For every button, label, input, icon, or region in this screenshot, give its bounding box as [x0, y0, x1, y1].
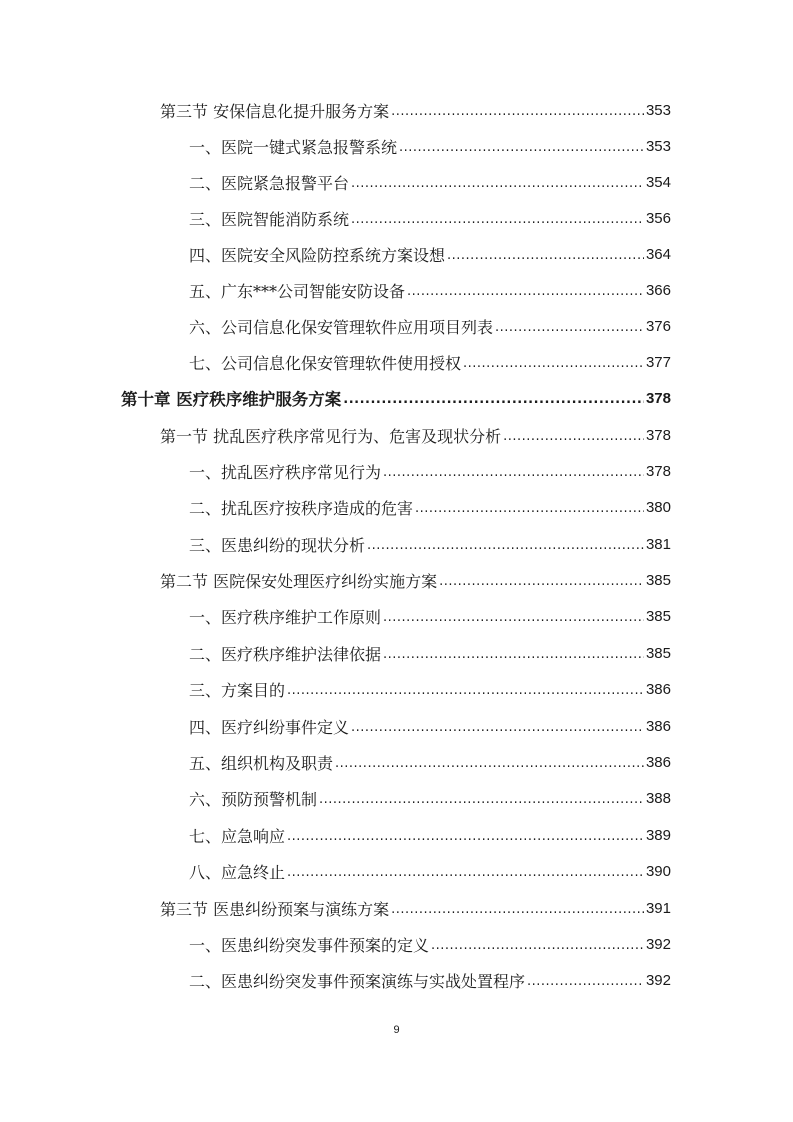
toc-entry-title: 一、医患纠纷突发事件预案的定义 [189, 935, 430, 955]
toc-entry-title: 五、广东***公司智能安防设备 [189, 281, 406, 301]
toc-entry-leader [399, 141, 644, 160]
toc-entry-title: 第二节 医院保安处理医疗纠纷实施方案 [160, 571, 438, 591]
toc-entry-title: 四、医疗纠纷事件定义 [189, 717, 350, 737]
toc-entry-leader [447, 249, 644, 268]
toc-entry-title: 五、组织机构及职责 [189, 753, 334, 773]
toc-entry-page: 380 [645, 498, 671, 516]
toc-entry[interactable] [160, 421, 671, 449]
toc-entry-page: 381 [645, 535, 671, 553]
toc-entry-page: 354 [645, 173, 671, 191]
toc-entry-leader [351, 213, 644, 232]
toc-entry-title: 二、医疗秩序维护法律依据 [189, 644, 382, 664]
toc-entry[interactable] [189, 857, 671, 885]
toc-entry-title: 七、公司信息化保安管理软件使用授权 [189, 353, 462, 373]
toc-entry-title: 四、医院安全风险防控系统方案设想 [189, 245, 446, 265]
toc-entry-leader [383, 611, 644, 630]
toc-entry-leader [415, 502, 644, 521]
toc-entry-leader [351, 177, 644, 196]
toc-entry-page: 392 [645, 971, 671, 989]
toc-entry-leader [287, 684, 644, 703]
toc-entry-title: 二、扰乱医疗按秩序造成的危害 [189, 498, 414, 518]
toc-entry-title: 六、预防预警机制 [189, 789, 318, 809]
toc-entry[interactable] [189, 930, 671, 958]
toc-entry-title: 三、医院智能消防系统 [189, 209, 350, 229]
toc-entry-leader [495, 321, 644, 340]
toc-entry-leader [343, 393, 644, 412]
toc-entry[interactable] [160, 566, 671, 594]
toc-entry[interactable] [189, 639, 671, 667]
toc-entry-leader [439, 575, 644, 594]
toc-entry[interactable] [160, 96, 671, 124]
toc-entry-page: 378 [645, 426, 671, 444]
toc-entry-page: 386 [645, 680, 671, 698]
toc-entry-leader [463, 357, 644, 376]
toc-entry-leader [391, 903, 644, 922]
toc-entry[interactable] [160, 894, 671, 922]
toc-entry[interactable] [189, 204, 671, 232]
toc-entry-page: 386 [645, 717, 671, 735]
toc-entry-leader [527, 975, 644, 994]
toc-entry-title: 六、公司信息化保安管理软件应用项目列表 [189, 317, 494, 337]
toc-entry-page: 392 [645, 935, 671, 953]
toc-entry[interactable] [189, 602, 671, 630]
toc-entry-title: 第三节 安保信息化提升服务方案 [160, 101, 390, 121]
toc-entry-page: 388 [645, 789, 671, 807]
toc-entry-title: 一、医疗秩序维护工作原则 [189, 607, 382, 627]
toc-entry-page: 364 [645, 245, 671, 263]
toc-entry-title: 一、医院一键式紧急报警系统 [189, 137, 398, 157]
toc-entry-page: 366 [645, 281, 671, 299]
toc-entry-title: 二、医患纠纷突发事件预案演练与实战处置程序 [189, 971, 526, 991]
toc-entry-title: 二、医院紧急报警平台 [189, 173, 350, 193]
toc-entry-page: 353 [645, 101, 671, 119]
toc-entry-title: 三、方案目的 [189, 680, 286, 700]
toc-entry-leader [407, 285, 644, 304]
toc-entry-leader [319, 793, 644, 812]
toc-entry-title: 第三节 医患纠纷预案与演练方案 [160, 899, 390, 919]
toc-entry-title: 一、扰乱医疗秩序常见行为 [189, 462, 382, 482]
toc-entry[interactable] [189, 168, 671, 196]
toc-entry-page: 390 [645, 862, 671, 880]
toc-entry[interactable] [189, 966, 671, 994]
toc-entry-page: 385 [645, 607, 671, 625]
toc-entry[interactable] [189, 312, 671, 340]
page-number: 9 [393, 1024, 400, 1036]
toc-entry-title: 第十章 医疗秩序维护服务方案 [121, 390, 342, 409]
toc-entry-leader [287, 830, 644, 849]
toc-entry[interactable] [189, 748, 671, 776]
toc-entry-leader [383, 466, 644, 485]
toc-entry-page: 378 [645, 462, 671, 480]
toc-entry-page: 376 [645, 317, 671, 335]
toc-entry-leader [391, 105, 644, 124]
toc-entry-leader [287, 866, 644, 885]
toc-entry-leader [351, 721, 644, 740]
toc-entry-page: 389 [645, 826, 671, 844]
toc-entry-page: 356 [645, 209, 671, 227]
toc-entry-page: 391 [645, 899, 671, 917]
toc-entry-leader [367, 539, 644, 558]
toc-entry-title: 八、应急终止 [189, 862, 286, 882]
toc-entry-leader [503, 430, 644, 449]
toc-entry-page: 386 [645, 753, 671, 771]
toc-entry[interactable] [189, 240, 671, 268]
toc-entry[interactable] [189, 712, 671, 740]
toc-entry-page: 385 [645, 644, 671, 662]
toc-entry-title: 三、医患纠纷的现状分析 [189, 535, 366, 555]
toc-entry-leader [431, 939, 644, 958]
toc-entry[interactable] [189, 276, 671, 304]
toc-entry-title: 第一节 扰乱医疗秩序常见行为、危害及现状分析 [160, 426, 502, 446]
toc-entry[interactable] [189, 493, 671, 521]
toc-entry[interactable] [189, 457, 671, 485]
toc-entry-leader [335, 757, 644, 776]
toc-entry-page: 353 [645, 137, 671, 155]
toc-entry[interactable] [189, 675, 671, 703]
toc-entry-page: 378 [645, 389, 671, 407]
toc-entry-title: 七、应急响应 [189, 826, 286, 846]
toc-entry[interactable] [189, 132, 671, 160]
toc-chapter-entry[interactable] [121, 384, 671, 412]
toc-entry[interactable] [189, 784, 671, 812]
toc-entry-page: 385 [645, 571, 671, 589]
toc-entry-leader [383, 648, 644, 667]
toc-entry[interactable] [189, 348, 671, 376]
toc-entry-page: 377 [645, 353, 671, 371]
toc-entry[interactable] [189, 530, 671, 558]
toc-entry[interactable] [189, 821, 671, 849]
